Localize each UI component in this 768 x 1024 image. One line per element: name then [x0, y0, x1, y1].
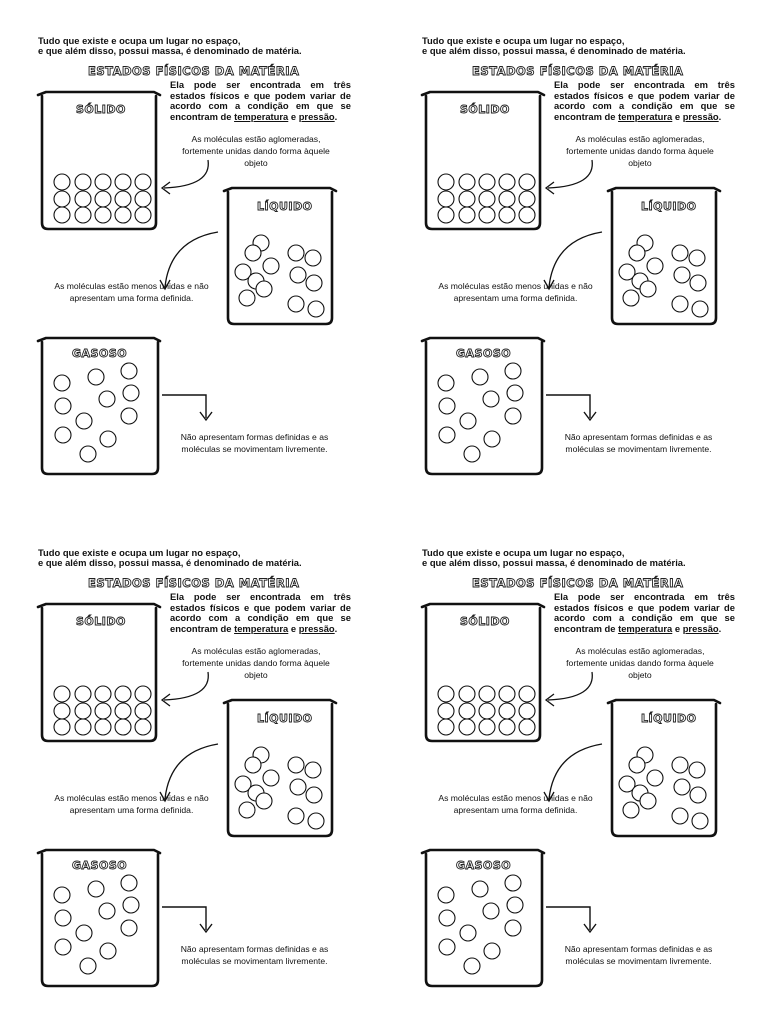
molecule	[459, 174, 475, 190]
molecule	[115, 686, 131, 702]
description-end: .	[334, 622, 338, 634]
molecule	[115, 719, 131, 735]
molecule	[460, 925, 476, 941]
molecule	[623, 802, 639, 818]
molecule	[672, 757, 688, 773]
molecule	[438, 719, 454, 735]
molecule	[245, 757, 261, 773]
molecule	[439, 427, 455, 443]
molecule	[479, 703, 495, 719]
solid-label: SÓLIDO	[460, 615, 510, 628]
molecule	[672, 245, 688, 261]
description-text	[554, 592, 735, 634]
molecule	[674, 267, 690, 283]
solid-label: SÓLIDO	[460, 103, 510, 116]
description-and: e	[672, 622, 683, 634]
molecule	[308, 301, 324, 317]
molecule	[290, 779, 306, 795]
molecule	[54, 207, 70, 223]
molecule	[75, 719, 91, 735]
molecule	[690, 275, 706, 291]
molecule	[54, 686, 70, 702]
worksheet-panel	[384, 0, 768, 512]
pressure-word: pressão	[298, 622, 335, 634]
molecule	[263, 258, 279, 274]
description-text	[554, 80, 735, 122]
liquid-arrow	[549, 232, 602, 287]
molecule	[305, 762, 321, 778]
molecule	[647, 770, 663, 786]
intro-text	[38, 548, 302, 568]
molecule	[439, 910, 455, 926]
molecule	[459, 719, 475, 735]
worksheet-title: ESTADOS FÍSICOS DA MATÉRIA	[88, 576, 300, 590]
gas-arrow	[162, 395, 206, 418]
molecule	[121, 875, 137, 891]
molecule	[288, 808, 304, 824]
worksheet-panel	[384, 512, 768, 1024]
molecule	[439, 939, 455, 955]
molecule	[256, 281, 272, 297]
molecule	[288, 757, 304, 773]
molecule	[95, 686, 111, 702]
gas-label: GASOSO	[72, 347, 128, 360]
molecule	[672, 296, 688, 312]
temperature-word: temperatura	[618, 622, 673, 634]
description-main: Ela pode ser encontrada em três estados físicos e que podem variar de acordo com a condição em que se encontram de	[554, 79, 735, 122]
molecule	[499, 719, 515, 735]
molecule	[76, 925, 92, 941]
molecule	[55, 427, 71, 443]
molecule	[460, 413, 476, 429]
molecule	[507, 897, 523, 913]
molecule	[239, 290, 255, 306]
intro-line-2: e que além disso, possui massa, é denominado de matéria.	[38, 557, 302, 568]
molecule	[115, 174, 131, 190]
molecule	[464, 446, 480, 462]
molecule	[672, 808, 688, 824]
molecule	[256, 793, 272, 809]
molecule	[55, 939, 71, 955]
molecule	[263, 770, 279, 786]
molecule	[99, 903, 115, 919]
molecule	[479, 207, 495, 223]
molecule	[135, 719, 151, 735]
solid-note: As moléculas estão aglomeradas, fortemente unidas dando forma àquele objeto	[182, 646, 330, 680]
molecule	[288, 296, 304, 312]
molecule	[519, 719, 535, 735]
molecule	[505, 408, 521, 424]
molecule	[692, 813, 708, 829]
molecule	[99, 391, 115, 407]
gas-molecules	[438, 363, 523, 462]
molecule	[115, 207, 131, 223]
intro-text	[422, 548, 686, 568]
solid-note: As moléculas estão aglomeradas, fortemente unidas dando forma àquele objeto	[566, 646, 714, 680]
worksheet-title: ESTADOS FÍSICOS DA MATÉRIA	[88, 64, 300, 78]
description-and: e	[288, 110, 299, 122]
liquid-molecules	[619, 747, 708, 829]
molecule	[690, 787, 706, 803]
gas-note: Não apresentam formas definidas e as moléculas se movimentam livremente.	[180, 944, 329, 966]
molecule	[438, 174, 454, 190]
description-and: e	[672, 110, 683, 122]
molecule	[459, 191, 475, 207]
molecule	[479, 191, 495, 207]
gas-arrow	[162, 907, 206, 930]
gas-label: GASOSO	[72, 859, 128, 872]
molecule	[472, 369, 488, 385]
molecule	[95, 207, 111, 223]
molecule	[75, 174, 91, 190]
liquid-label: LÍQUIDO	[641, 200, 697, 213]
molecule	[629, 757, 645, 773]
molecule	[519, 207, 535, 223]
molecule	[519, 191, 535, 207]
gas-note: Não apresentam formas definidas e as moléculas se movimentam livremente.	[564, 944, 713, 966]
gas-label: GASOSO	[456, 347, 512, 360]
molecule	[121, 920, 137, 936]
molecule	[439, 398, 455, 414]
molecule	[438, 375, 454, 391]
gas-note: Não apresentam formas definidas e as moléculas se movimentam livremente.	[180, 432, 329, 454]
molecule	[306, 787, 322, 803]
molecule	[507, 385, 523, 401]
intro-line-2: e que além disso, possui massa, é denominado de matéria.	[422, 45, 686, 56]
molecule	[100, 943, 116, 959]
description-end: .	[718, 110, 722, 122]
solid-note: As moléculas estão aglomeradas, fortemente unidas dando forma àquele objeto	[566, 134, 714, 168]
pressure-word: pressão	[682, 622, 719, 634]
molecule	[499, 207, 515, 223]
molecule	[438, 191, 454, 207]
molecule	[54, 174, 70, 190]
molecule	[239, 802, 255, 818]
description-end: .	[718, 622, 722, 634]
molecule	[55, 398, 71, 414]
liquid-label: LÍQUIDO	[257, 200, 313, 213]
molecule	[640, 281, 656, 297]
description-main: Ela pode ser encontrada em três estados físicos e que podem variar de acordo com a condição em que se encontram de	[554, 591, 735, 634]
molecule	[75, 686, 91, 702]
molecule	[692, 301, 708, 317]
molecule	[519, 703, 535, 719]
liquid-note: As moléculas estão menos unidas e não apresentam uma forma definida.	[54, 281, 209, 303]
worksheet-title: ESTADOS FÍSICOS DA MATÉRIA	[472, 64, 684, 78]
molecule	[95, 703, 111, 719]
molecule	[472, 881, 488, 897]
molecule	[438, 686, 454, 702]
molecule	[121, 408, 137, 424]
molecule	[505, 875, 521, 891]
molecule	[88, 881, 104, 897]
molecule	[519, 174, 535, 190]
molecule	[499, 191, 515, 207]
molecule	[305, 250, 321, 266]
molecule	[95, 174, 111, 190]
molecule	[499, 703, 515, 719]
solid-molecules	[438, 686, 535, 735]
liquid-note: As moléculas estão menos unidas e não apresentam uma forma definida.	[438, 793, 593, 815]
solid-molecules	[438, 174, 535, 223]
liquid-note: As moléculas estão menos unidas e não apresentam uma forma definida.	[438, 281, 593, 303]
molecule	[479, 686, 495, 702]
description-main: Ela pode ser encontrada em três estados físicos e que podem variar de acordo com a condição em que se encontram de	[170, 79, 351, 122]
molecule	[88, 369, 104, 385]
solid-molecules	[54, 174, 151, 223]
description-main: Ela pode ser encontrada em três estados físicos e que podem variar de acordo com a condição em que se encontram de	[170, 591, 351, 634]
molecule	[499, 686, 515, 702]
molecule	[623, 290, 639, 306]
intro-text	[38, 36, 302, 56]
molecule	[135, 174, 151, 190]
temperature-word: temperatura	[234, 110, 289, 122]
molecule	[80, 446, 96, 462]
solid-molecules	[54, 686, 151, 735]
molecule	[483, 391, 499, 407]
molecule	[479, 174, 495, 190]
gas-label: GASOSO	[456, 859, 512, 872]
molecule	[123, 385, 139, 401]
solid-note: As moléculas estão aglomeradas, fortemente unidas dando forma àquele objeto	[182, 134, 330, 168]
molecule	[95, 719, 111, 735]
molecule	[519, 686, 535, 702]
pressure-word: pressão	[298, 110, 335, 122]
temperature-word: temperatura	[618, 110, 673, 122]
molecule	[674, 779, 690, 795]
worksheet-panel	[0, 512, 384, 1024]
molecule	[100, 431, 116, 447]
molecule	[288, 245, 304, 261]
description-and: e	[288, 622, 299, 634]
intro-line-1: Tudo que existe e ocupa um lugar no espaço,	[38, 547, 241, 558]
molecule	[640, 793, 656, 809]
molecule	[80, 958, 96, 974]
intro-line-2: e que além disso, possui massa, é denominado de matéria.	[422, 557, 686, 568]
molecule	[245, 245, 261, 261]
molecule	[483, 903, 499, 919]
molecule	[54, 703, 70, 719]
molecule	[306, 275, 322, 291]
intro-line-1: Tudo que existe e ocupa um lugar no espaço,	[422, 547, 625, 558]
molecule	[505, 363, 521, 379]
liquid-molecules	[235, 747, 324, 829]
gas-note: Não apresentam formas definidas e as moléculas se movimentam livremente.	[564, 432, 713, 454]
liquid-molecules	[235, 235, 324, 317]
molecule	[54, 887, 70, 903]
molecule	[95, 191, 111, 207]
description-text	[170, 592, 351, 634]
intro-line-2: e que além disso, possui massa, é denominado de matéria.	[38, 45, 302, 56]
molecule	[115, 191, 131, 207]
molecule	[689, 762, 705, 778]
molecule	[54, 191, 70, 207]
gas-arrow	[546, 395, 590, 418]
molecule	[76, 413, 92, 429]
molecule	[115, 703, 131, 719]
molecule	[308, 813, 324, 829]
molecule	[689, 250, 705, 266]
temperature-word: temperatura	[234, 622, 289, 634]
pressure-word: pressão	[682, 110, 719, 122]
description-end: .	[334, 110, 338, 122]
molecule	[135, 703, 151, 719]
gas-molecules	[438, 875, 523, 974]
molecule	[464, 958, 480, 974]
liquid-molecules	[619, 235, 708, 317]
molecule	[290, 267, 306, 283]
molecule	[459, 703, 475, 719]
gas-arrow	[546, 907, 590, 930]
molecule	[438, 207, 454, 223]
solid-label: SÓLIDO	[76, 103, 126, 116]
molecule	[484, 943, 500, 959]
solid-label: SÓLIDO	[76, 615, 126, 628]
molecule	[459, 207, 475, 223]
molecule	[479, 719, 495, 735]
liquid-arrow	[549, 744, 602, 799]
molecule	[629, 245, 645, 261]
liquid-label: LÍQUIDO	[257, 712, 313, 725]
molecule	[135, 207, 151, 223]
molecule	[438, 887, 454, 903]
description-text	[170, 80, 351, 122]
molecule	[647, 258, 663, 274]
gas-molecules	[54, 363, 139, 462]
liquid-note: As moléculas estão menos unidas e não apresentam uma forma definida.	[54, 793, 209, 815]
intro-line-1: Tudo que existe e ocupa um lugar no espaço,	[38, 35, 241, 46]
liquid-label: LÍQUIDO	[641, 712, 697, 725]
molecule	[54, 375, 70, 391]
molecule	[75, 703, 91, 719]
molecule	[54, 719, 70, 735]
intro-text	[422, 36, 686, 56]
liquid-arrow	[165, 744, 218, 799]
molecule	[484, 431, 500, 447]
intro-line-1: Tudo que existe e ocupa um lugar no espaço,	[422, 35, 625, 46]
molecule	[135, 686, 151, 702]
molecule	[55, 910, 71, 926]
worksheet-panel	[0, 0, 384, 512]
molecule	[459, 686, 475, 702]
molecule	[123, 897, 139, 913]
liquid-arrow	[165, 232, 218, 287]
molecule	[75, 191, 91, 207]
worksheet-title: ESTADOS FÍSICOS DA MATÉRIA	[472, 576, 684, 590]
molecule	[121, 363, 137, 379]
molecule	[135, 191, 151, 207]
molecule	[499, 174, 515, 190]
molecule	[75, 207, 91, 223]
molecule	[505, 920, 521, 936]
molecule	[438, 703, 454, 719]
gas-molecules	[54, 875, 139, 974]
